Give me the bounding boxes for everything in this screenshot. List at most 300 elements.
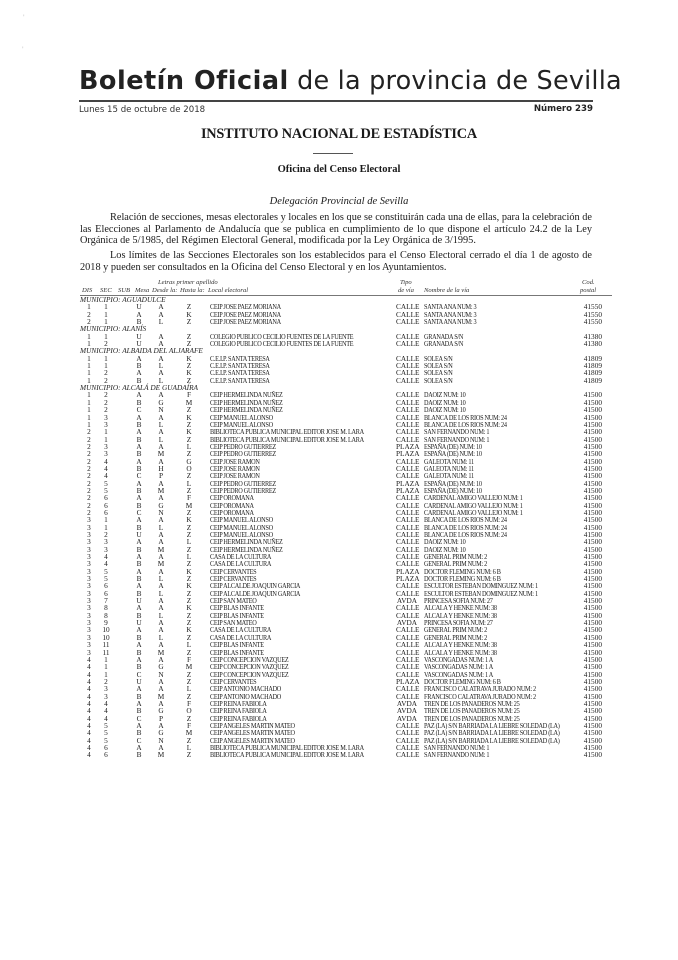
cell-cp: 41550 [583,317,602,327]
cell-dis: 2 [87,485,91,495]
cell-sec: 10 [102,625,110,635]
cell-dis: 3 [87,618,91,628]
cell-sec: 1 [104,331,108,341]
cell-sec: 5 [104,735,108,745]
cell-tipo: CALLE [396,691,420,701]
header-local: Local electoral [208,287,249,294]
cell-mesa: U [136,676,142,686]
cell-via: SOLEA S/N [424,353,453,363]
cell-dis: 3 [87,530,91,539]
cell-tipo: AVDA [396,698,418,708]
cell-mesa: B [136,588,142,598]
intro-paragraph: Relación de secciones, mesas electorales y locales en los que se constituirán cada una de ellas, para la celebración de las Elecciones al Parlamento de Andalucía que se publica en cumplimiento de lo que dispone el artículo 24.2 de la Ley Orgánica de 5/1985, del Régimen Electoral General, modificada por la Ley Orgánica de 3/1995. [80,212,592,247]
cell-cp: 41500 [583,728,602,738]
cell-tipo: CALLE [396,412,420,422]
cell-tipo: CALLE [396,397,420,407]
cell-hasta: Z [186,713,192,723]
cell-via: ESPAÑA (DE) NUM: 10 [424,449,482,459]
cell-hasta: G [186,456,192,466]
cell-desde: A [158,684,164,694]
cell-local: CEIP HERMELINDA NUÑEZ [210,405,283,415]
cell-mesa: A [136,603,142,613]
cell-dis: 1 [87,390,91,400]
cell-mesa: B [136,375,142,385]
cell-local: CEIP ANGELES MARTIN MATEO [210,735,295,745]
cell-sec: 1 [104,317,108,327]
cell-desde: L [158,375,164,385]
cell-mesa: B [136,397,142,407]
cell-via: GENERAL PRIM NUM: 2 [424,552,487,562]
cell-local: CEIP ANTONIO MACHADO [210,684,282,694]
cell-sec: 6 [104,750,108,760]
cell-hasta: K [186,412,192,422]
cell-hasta: Z [186,361,192,371]
cell-dis: 4 [87,698,91,708]
cell-dis: 3 [87,588,91,598]
cell-tipo: PLAZA [396,478,420,488]
cell-hasta: M [185,397,193,407]
cell-tipo: CALLE [396,471,420,481]
cell-via: DAOIZ NUM: 10 [424,405,466,415]
cell-hasta: K [186,427,192,437]
cell-desde: A [158,390,164,400]
cell-hasta: Z [186,434,192,444]
cell-mesa: B [136,632,142,642]
cell-mesa: U [136,596,142,606]
cell-tipo: CALLE [396,500,420,510]
municipio-heading: MUNICIPIO: ALBAIDA DEL ALJARAFE [80,346,203,356]
cell-dis: 2 [87,309,91,319]
cell-dis: 3 [87,632,91,642]
cell-mesa: A [136,684,142,694]
cell-hasta: K [186,353,192,363]
cell-sec: 1 [104,654,108,664]
cell-hasta: Z [186,574,192,584]
cell-via: DAOIZ NUM: 10 [424,397,466,407]
cell-cp: 41500 [583,691,602,701]
table-row [80,318,612,325]
cell-local: CASA DE LA CULTURA [210,552,272,562]
cell-sec: 10 [102,632,110,642]
cell-cp: 41550 [583,309,602,319]
cell-dis: 2 [87,478,91,488]
cell-dis: 2 [87,441,91,451]
cell-local: CEIP PEDRO GUTIERREZ [210,449,276,459]
cell-local: CEIP PEDRO GUTIERREZ [210,485,276,495]
cell-cp: 41500 [583,419,602,429]
cell-sec: 6 [104,588,108,598]
cell-sec: 4 [104,713,108,723]
cell-dis: 3 [87,596,91,606]
cell-via: GALEOTA NUM: 11 [424,471,474,481]
cell-mesa: A [136,478,142,488]
cell-tipo: CALLE [396,434,420,444]
cell-tipo: CALLE [396,603,420,613]
cell-cp: 41500 [583,625,602,635]
cell-local: C.E.I.P. SANTA TERESA [210,375,270,385]
cell-sec: 1 [104,515,108,525]
header-mesa: Mesa [135,287,150,294]
table-header [80,276,612,296]
cell-sec: 1 [104,302,108,312]
section-divider [313,153,353,154]
cell-tipo: CALLE [396,662,420,672]
cell-mesa: A [136,698,142,708]
cell-dis: 1 [87,368,91,378]
cell-sec: 1 [104,662,108,672]
cell-dis: 1 [87,302,91,312]
cell-cp: 41809 [583,368,602,378]
cell-mesa: U [136,530,142,539]
cell-desde: A [158,530,164,539]
cell-sec: 1 [104,361,108,371]
cell-dis: 3 [87,581,91,591]
cell-desde: A [158,676,164,686]
cell-local: CEIP CERVANTES [210,566,257,576]
cell-mesa: A [136,412,142,422]
cell-mesa: B [136,647,142,657]
cell-desde: M [157,559,165,569]
cell-desde: G [158,397,164,407]
cell-hasta: K [186,309,192,319]
cell-sec: 2 [104,530,108,539]
cell-desde: A [158,566,164,576]
cell-dis: 3 [87,522,91,532]
cell-desde: M [157,691,165,701]
cell-via: SOLEA S/N [424,361,453,371]
cell-via: ALCALA Y HENKE NUM: 38 [424,610,497,620]
cell-mesa: B [136,662,142,672]
cell-sec: 4 [104,471,108,481]
cell-tipo: CALLE [396,353,420,363]
masthead-light: de la provincia de Sevilla [297,66,622,96]
cell-hasta: Z [186,735,192,745]
cell-tipo: CALLE [396,581,420,591]
cell-local: CEIP ALCALDE JOAQUIN GARCIA [210,581,301,591]
cell-cp: 41500 [583,706,602,716]
cell-dis: 4 [87,742,91,752]
cell-via: CARDENAL AMIGO VALLEJO NUM: 1 [424,500,523,510]
cell-tipo: PLAZA [396,441,420,451]
cell-mesa: A [136,441,142,451]
cell-tipo: CALLE [396,750,420,760]
cell-local: CEIP PEDRO GUTIERREZ [210,441,276,451]
cell-tipo: CALLE [396,493,420,503]
cell-desde: M [157,485,165,495]
cell-cp: 41500 [583,441,602,451]
cell-hasta: Z [186,610,192,620]
cell-local: CEIP OROMANA [210,493,254,503]
cell-hasta: Z [186,405,192,415]
cell-cp: 41500 [583,596,602,606]
cell-cp: 41500 [583,574,602,584]
cell-via: PAZ (LA) S/N BARRIADA LA LIEBRE SOLEDAD (LA) [424,728,560,738]
cell-cp: 41500 [583,515,602,525]
cell-cp: 41500 [583,471,602,481]
cell-tipo: CALLE [396,640,420,650]
cell-tipo: CALLE [396,361,420,371]
cell-dis: 2 [87,493,91,503]
cell-dis: 3 [87,515,91,525]
cell-local: CEIP MANUEL ALONSO [210,419,273,429]
cell-sec: 8 [104,603,108,613]
cell-tipo: CALLE [396,728,420,738]
cell-hasta: Z [186,449,192,459]
cell-cp: 41500 [583,566,602,576]
cell-hasta: Z [186,647,192,657]
cell-desde: A [158,302,164,312]
cell-hasta: Z [186,331,192,341]
cell-mesa: C [136,735,142,745]
cell-mesa: B [136,728,142,738]
cell-cp: 41500 [583,684,602,694]
cell-tipo: CALLE [396,647,420,657]
cell-hasta: Z [186,522,192,532]
cell-sec: 2 [104,390,108,400]
cell-cp: 41500 [583,698,602,708]
cell-sec: 5 [104,478,108,488]
cell-cp: 41500 [583,559,602,569]
cell-hasta: Z [186,530,192,539]
cell-via: BLANCA DE LOS RIOS NUM: 24 [424,515,507,525]
cell-sec: 3 [104,441,108,451]
cell-mesa: A [136,640,142,650]
cell-via: ALCALA Y HENKE NUM: 38 [424,603,497,613]
cell-desde: L [158,588,164,598]
cell-dis: 3 [87,625,91,635]
cell-desde: A [158,515,164,525]
cell-cp: 41500 [583,434,602,444]
cell-tipo: CALLE [396,625,420,635]
cell-dis: 1 [87,361,91,371]
cell-tipo: CALLE [396,537,420,547]
cell-dis: 4 [87,691,91,701]
cell-dis: 4 [87,669,91,679]
cell-hasta: K [186,515,192,525]
cell-mesa: A [136,427,142,437]
cell-cp: 41500 [583,507,602,517]
cell-hasta: K [186,581,192,591]
cell-dis: 4 [87,713,91,723]
cell-via: GENERAL PRIM NUM: 2 [424,632,487,642]
cell-tipo: PLAZA [396,449,420,459]
cell-dis: 3 [87,537,91,547]
cell-mesa: A [136,353,142,363]
cell-mesa: B [136,574,142,584]
cell-desde: P [158,471,164,481]
cell-tipo: AVDA [396,596,418,606]
cell-tipo: CALLE [396,507,420,517]
cell-cp: 41500 [583,676,602,686]
cell-tipo: CALLE [396,530,420,539]
cell-local: CEIP ALCALDE JOAQUIN GARCIA [210,588,301,598]
cell-cp: 41500 [583,537,602,547]
cell-local: BIBLIOTECA PUBLICA MUNICIPAL EDITOR JOSE M. LARA [210,434,364,444]
table-row [80,751,612,758]
cell-tipo: CALLE [396,375,420,385]
cell-desde: A [158,412,164,422]
cell-via: GALEOTA NUM: 11 [424,456,474,466]
cell-dis: 4 [87,728,91,738]
cell-desde: H [158,463,164,473]
cell-cp: 41500 [583,640,602,650]
cell-hasta: L [186,640,192,650]
cell-local: CEIP HERMELINDA NUÑEZ [210,397,283,407]
cell-mesa: A [136,720,142,730]
cell-dis: 2 [87,471,91,481]
cell-hasta: L [186,552,192,562]
cell-dis: 4 [87,684,91,694]
cell-mesa: A [136,456,142,466]
cell-tipo: CALLE [396,317,420,327]
cell-cp: 41500 [583,610,602,620]
cell-dis: 3 [87,544,91,554]
cell-cp: 41500 [583,750,602,760]
cell-hasta: Z [186,618,192,628]
cell-hasta: Z [186,559,192,569]
cell-tipo: CALLE [396,632,420,642]
cell-desde: N [158,405,164,415]
cell-tipo: CALLE [396,427,420,437]
cell-via: BLANCA DE LOS RIOS NUM: 24 [424,522,507,532]
cell-dis: 2 [87,507,91,517]
cell-desde: A [158,427,164,437]
cell-local: CEIP BLAS INFANTE [210,647,264,657]
cell-via: SAN FERNANDO NUM: 1 [424,750,490,760]
cell-local: CEIP JOSE PAEZ MORIANA [210,317,281,327]
cell-dis: 3 [87,566,91,576]
cell-via: SANTA ANA NUM: 3 [424,309,477,319]
cell-desde: M [157,544,165,554]
cell-dis: 3 [87,610,91,620]
cell-tipo: CALLE [396,552,420,562]
cell-cp: 41500 [583,463,602,473]
cell-desde: G [158,500,164,510]
cell-via: SANTA ANA NUM: 3 [424,317,477,327]
cell-via: CARDENAL AMIGO VALLEJO NUM: 1 [424,493,523,503]
cell-sec: 5 [104,485,108,495]
cell-hasta: Z [186,676,192,686]
cell-cp: 41809 [583,353,602,363]
cell-local: CASA DE LA CULTURA [210,625,272,635]
cell-cp: 41500 [583,735,602,745]
cell-desde: A [158,742,164,752]
cell-via: ESPAÑA (DE) NUM: 10 [424,478,482,488]
cell-hasta: Z [186,317,192,327]
issue-date: Lunes 15 de octubre de 2018 [79,105,206,115]
cell-dis: 4 [87,735,91,745]
cell-sec: 4 [104,463,108,473]
cell-sec: 3 [104,691,108,701]
cell-desde: A [158,552,164,562]
cell-hasta: O [186,706,192,716]
cell-hasta: Z [186,632,192,642]
cell-via: PAZ (LA) S/N BARRIADA LA LIEBRE SOLEDAD (LA) [424,720,560,730]
header-dis: DIS [82,287,93,294]
cell-cp: 41500 [583,654,602,664]
cell-cp: 41500 [583,397,602,407]
cell-sec: 5 [104,574,108,584]
cell-hasta: M [185,662,193,672]
cell-cp: 41500 [583,581,602,591]
cell-dis: 3 [87,603,91,613]
cell-mesa: U [136,618,142,628]
header-letras: Letras primer apellido [158,279,218,286]
cell-local: CEIP JOSE PAEZ MORIANA [210,309,281,319]
cell-dis: 1 [87,419,91,429]
cell-dis: 2 [87,456,91,466]
cell-tipo: CALLE [396,463,420,473]
cell-hasta: Z [186,596,192,606]
cell-hasta: L [186,684,192,694]
cell-dis: 1 [87,339,91,349]
header-tipo-2: de vía [398,287,414,294]
cell-mesa: B [136,610,142,620]
cell-cp: 41500 [583,552,602,562]
cell-desde: A [158,456,164,466]
cell-tipo: CALLE [396,654,420,664]
cell-sec: 3 [104,544,108,554]
cell-sec: 3 [104,449,108,459]
cell-local: CEIP BLAS INFANTE [210,610,264,620]
cell-sec: 6 [104,507,108,517]
cell-sec: 3 [104,684,108,694]
cell-desde: A [158,596,164,606]
cell-desde: L [158,522,164,532]
cell-via: ESCULTOR ESTEBAN DOMINGUEZ NUM: 1 [424,588,538,598]
cell-desde: M [157,647,165,657]
cell-desde: L [158,434,164,444]
cell-desde: P [158,713,164,723]
cell-local: CEIP JOSE RAMON [210,471,260,481]
cell-sec: 6 [104,493,108,503]
municipio-heading: MUNICIPIO: AGUADULCE [80,295,166,304]
cell-desde: A [158,478,164,488]
cell-cp: 41809 [583,375,602,385]
header-via: Nombre de la vía [424,287,470,294]
cell-sec: 1 [104,522,108,532]
cell-hasta: Z [186,375,192,385]
cell-mesa: A [136,309,142,319]
cell-via: FRANCISCO CALATRAVA JURADO NUM: 2 [424,684,536,694]
cell-mesa: U [136,302,142,312]
cell-cp: 41500 [583,522,602,532]
cell-local: CEIP REINA FABIOLA [210,706,267,716]
cell-mesa: A [136,537,142,547]
cell-tipo: CALLE [396,339,420,349]
municipio-heading: MUNICIPIO: ALCALÁ DE GUADAÍRA [80,383,199,393]
cell-local: CEIP REINA FABIOLA [210,698,267,708]
cell-mesa: B [136,434,142,444]
cell-local: CEIP OROMANA [210,500,254,510]
cell-sec: 2 [104,397,108,407]
cell-tipo: CALLE [396,544,420,554]
cell-desde: A [158,353,164,363]
cell-sec: 4 [104,456,108,466]
cell-local: CEIP JOSE RAMON [210,456,260,466]
cell-mesa: C [136,713,142,723]
cell-dis: 2 [87,500,91,510]
cell-mesa: A [136,493,142,503]
cell-dis: 1 [87,412,91,422]
issue-number: Número 239 [533,104,593,114]
cell-local: CEIP PEDRO GUTIERREZ [210,478,276,488]
cell-desde: A [158,441,164,451]
cell-via: SAN FERNANDO NUM: 1 [424,742,490,752]
municipio-heading: MUNICIPIO: ALANÍS [80,324,147,334]
cell-desde: L [158,632,164,642]
cell-tipo: PLAZA [396,566,420,576]
